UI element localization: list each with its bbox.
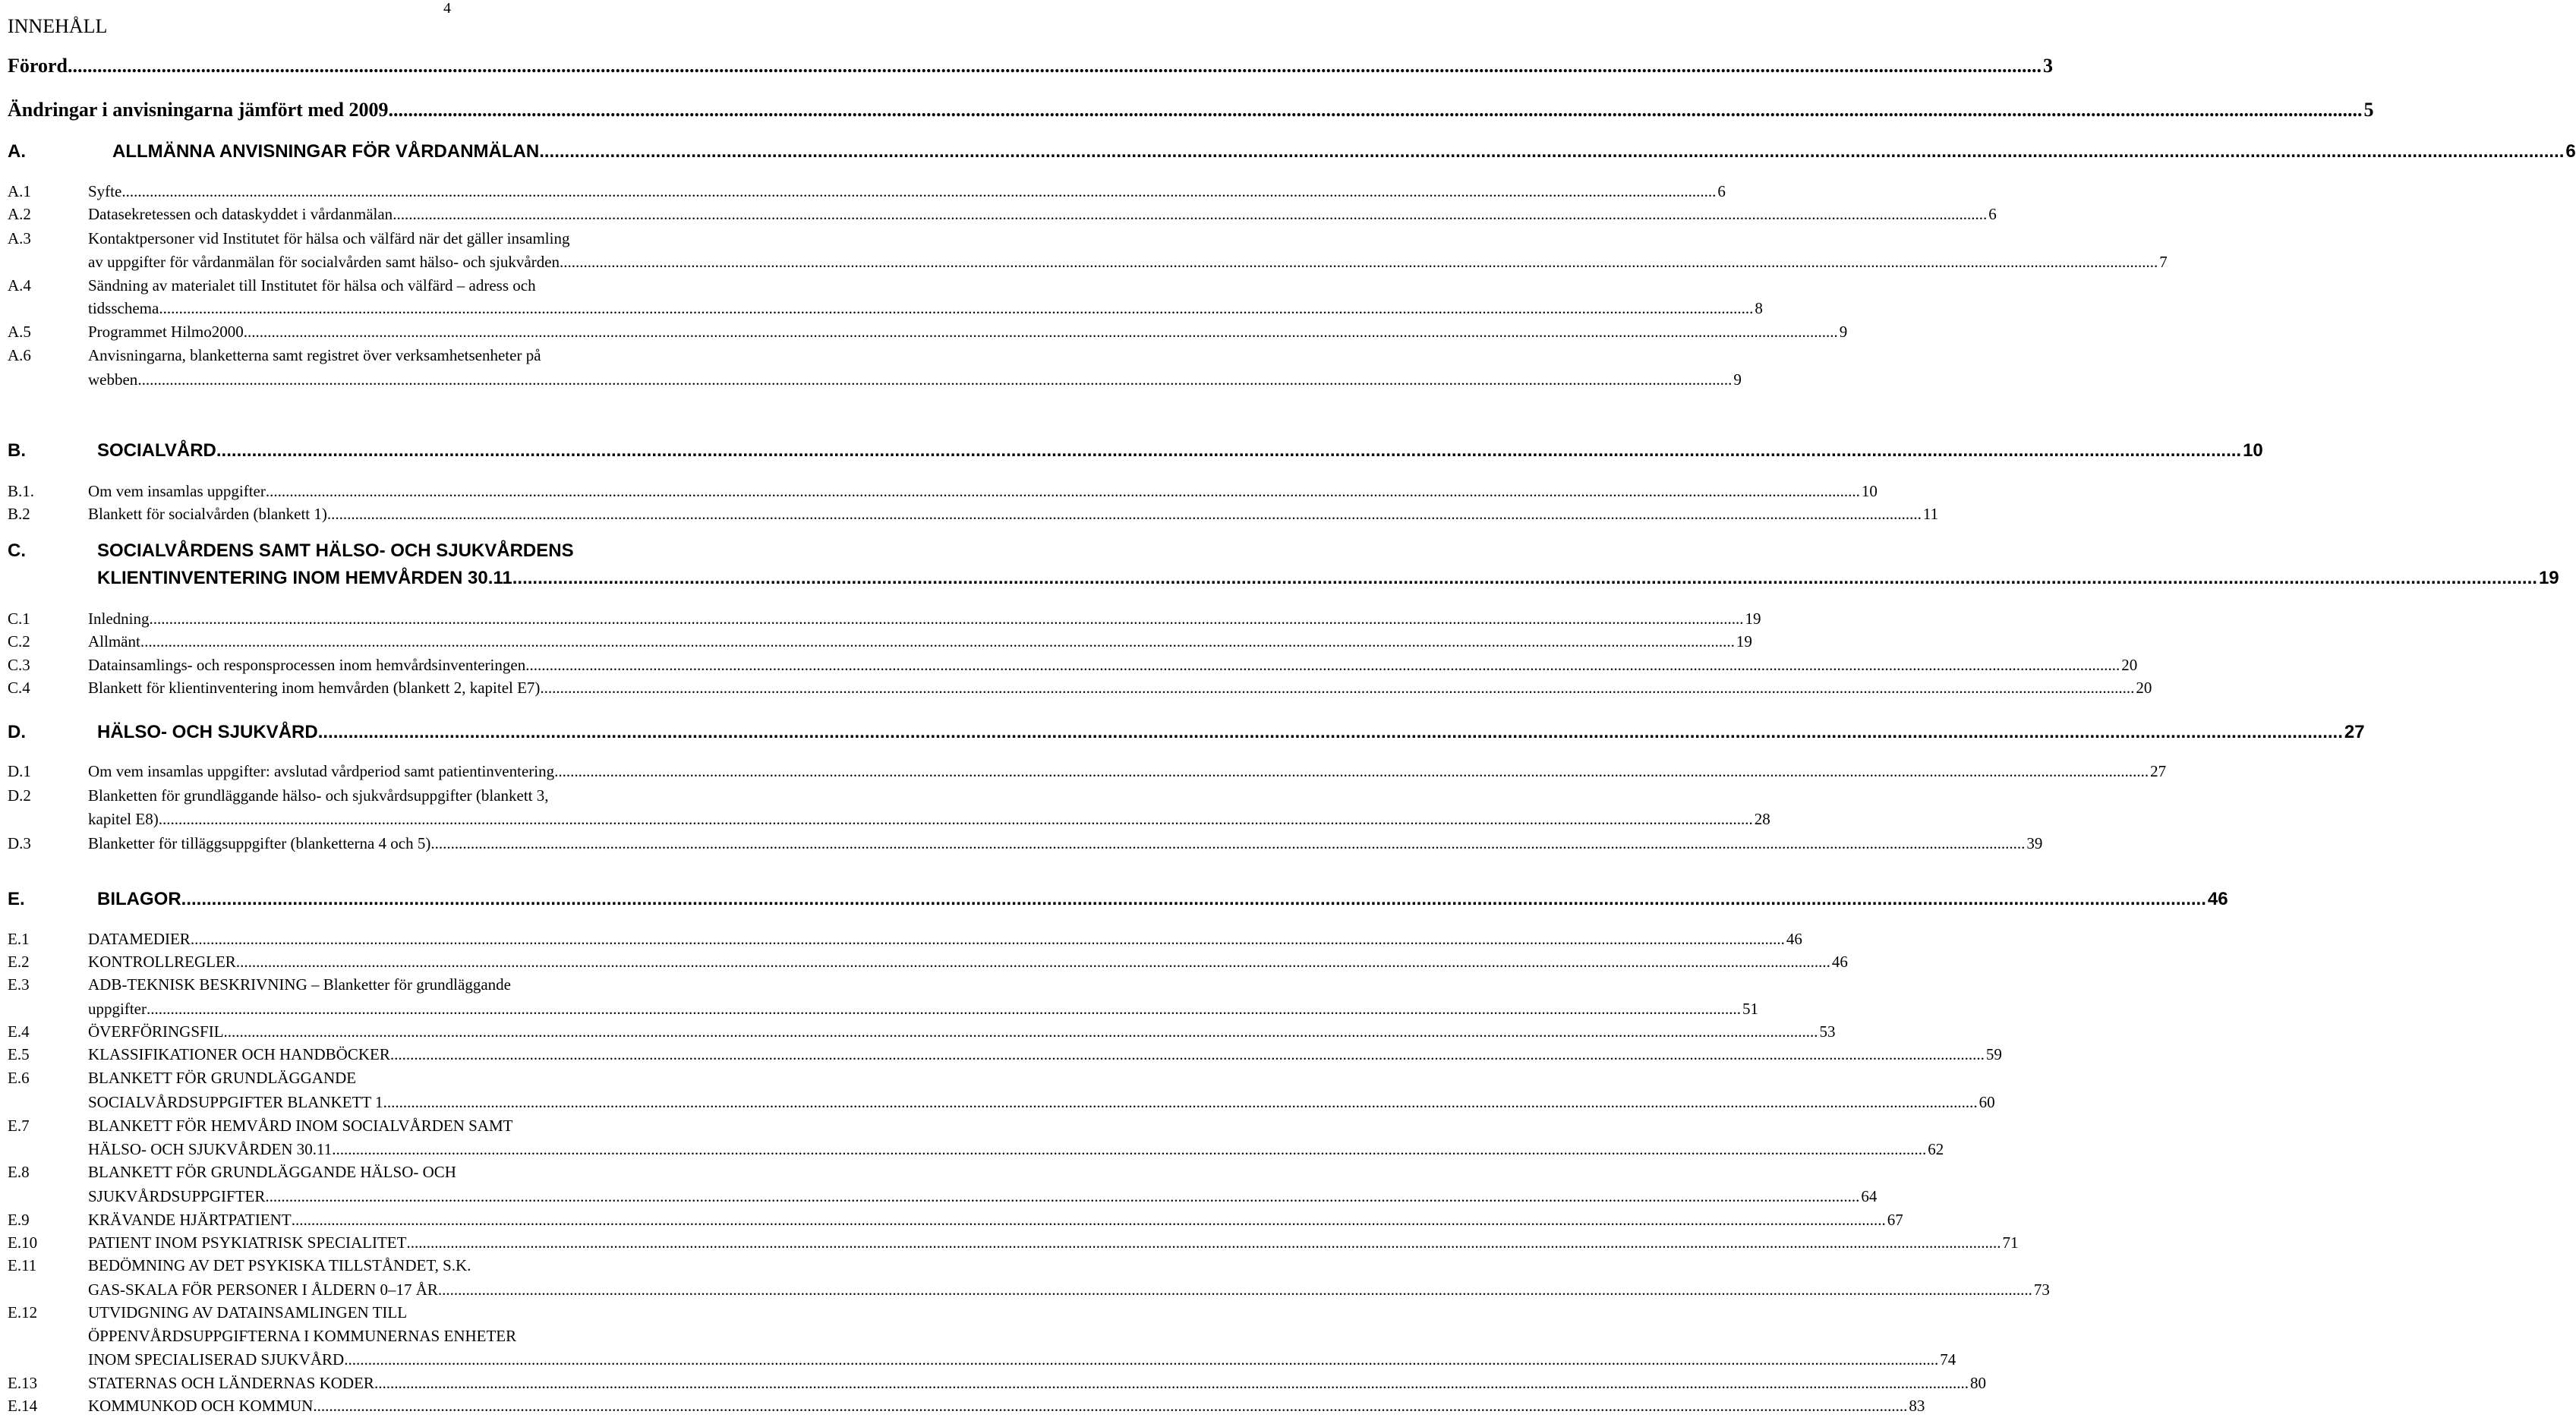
toc-entry-body — [88, 276, 720, 295]
toc-leader-dots: ................................................................................................................................................................................................................................................................................................................................................................................................................ — [326, 505, 1922, 523]
toc-entry-body — [88, 253, 2168, 272]
toc-label: E. — [8, 889, 25, 909]
toc-entry-body — [88, 1303, 720, 1322]
toc-item — [0, 834, 2043, 865]
toc-leader-dots: ................................................................................................................................................................................................................................................................................................................................................................................................................ — [235, 953, 1830, 971]
toc-leader-dots: ................................................................................................................................................................................................................................................................................................................................................................................................................ — [158, 810, 1753, 828]
toc-page-number: 20 — [2136, 679, 2152, 697]
toc-title: SOCIALVÅRDENS SAMT HÄLSO- OCH SJUKVÅRDENS — [97, 540, 574, 561]
toc-leader-dots: ................................................................................................................................................................................................................................................................................................................................................................................................................ — [121, 182, 1717, 200]
toc-entry-body — [97, 889, 2228, 910]
toc-page-number: 19 — [1736, 632, 1752, 650]
toc-leader-dots: ................................................................................................................................................................................................................................................................................................................................................................................................................ — [216, 440, 2242, 461]
toc-leader-dots: ................................................................................................................................................................................................................................................................................................................................................................................................................ — [190, 930, 1785, 948]
toc-leader-dots: ................................................................................................................................................................................................................................................................................................................................................................................................................ — [265, 1187, 1860, 1205]
toc-page-number: 73 — [2033, 1281, 2050, 1299]
toc-entry-body — [88, 1093, 1995, 1112]
toc-title: Datainsamlings- och responsprocessen inom hemvårdsinventeringen — [88, 656, 526, 674]
toc-title: KRÄVANDE HJÄRTPATIENT — [88, 1211, 292, 1229]
toc-leader-dots: ................................................................................................................................................................................................................................................................................................................................................................................................................ — [291, 1211, 1886, 1229]
toc-label: A.2 — [8, 205, 31, 223]
toc-leader-dots: ................................................................................................................................................................................................................................................................................................................................................................................................................ — [243, 323, 1838, 341]
toc-title: SJUKVÅRDSUPPGIFTER — [88, 1187, 266, 1205]
toc-leader-dots: ................................................................................................................................................................................................................................................................................................................................................................................................................ — [149, 610, 1744, 628]
toc-label: A.6 — [8, 346, 31, 364]
toc-label: B.1. — [8, 482, 35, 500]
toc-label: E.6 — [8, 1069, 30, 1087]
toc-label: B.2 — [8, 505, 30, 523]
toc-title: BLANKETT FÖR GRUNDLÄGGANDE — [88, 1069, 357, 1087]
toc-leader-dots: ................................................................................................................................................................................................................................................................................................................................................................................................................ — [554, 762, 2149, 780]
toc-label: A.5 — [8, 323, 31, 341]
toc-page-number: 8 — [1755, 299, 1763, 317]
page-number: 4 — [443, 0, 451, 17]
toc-title: ÖPPENVÅRDSUPPGIFTERNA I KOMMUNERNAS ENHETER — [88, 1327, 517, 1345]
toc-entry-body — [88, 1140, 1944, 1159]
toc-item — [0, 505, 1939, 535]
toc-leader-dots: ................................................................................................................................................................................................................................................................................................................................................................................................................ — [540, 679, 2135, 697]
toc-page-number: 46 — [1786, 930, 1802, 948]
toc-title: ALLMÄNNA ANVISNINGAR FÖR VÅRDANMÄLAN — [112, 141, 540, 162]
toc-label: C.3 — [8, 656, 30, 674]
toc-title: Datasekretessen och dataskyddet i vårdanmälan — [88, 205, 393, 223]
toc-leader-dots: ................................................................................................................................................................................................................................................................................................................................................................................................................ — [393, 205, 1988, 223]
toc-page-number: 62 — [1928, 1140, 1944, 1158]
toc-leader-dots: ................................................................................................................................................................................................................................................................................................................................................................................................................ — [374, 1374, 1969, 1392]
toc-entry-body — [88, 786, 720, 805]
toc-leader-dots: ................................................................................................................................................................................................................................................................................................................................................................................................................ — [137, 370, 1733, 389]
toc-label: E.12 — [8, 1303, 38, 1321]
toc-title: Ändringar i anvisningarna jämfört med 2009 — [8, 99, 389, 121]
toc-title: Inledning — [88, 610, 150, 628]
toc-title: Blankett för socialvården (blankett 1) — [88, 505, 327, 523]
toc-page-number: 83 — [1909, 1397, 1925, 1415]
toc-page-number: 74 — [1940, 1350, 1956, 1369]
toc-label: E.9 — [8, 1211, 30, 1229]
toc-title: Sändning av materialet till Institutet för hälsa och välfärd – adress och — [88, 276, 536, 295]
toc-entry-body — [88, 205, 1997, 224]
toc-leader-dots: ................................................................................................................................................................................................................................................................................................................................................................................................................ — [430, 834, 2026, 852]
toc-top-entry — [0, 99, 2374, 129]
toc-entry-body — [88, 229, 720, 248]
toc-page-number: 46 — [2207, 889, 2228, 909]
toc-title: SOCIALVÅRDSUPPGIFTER BLANKETT 1 — [88, 1093, 383, 1111]
toc-title: ADB-TEKNISK BESKRIVNING – Blanketter för grundläggande — [88, 975, 511, 994]
toc-entry-body — [88, 1256, 720, 1275]
toc-entry-body — [97, 722, 2365, 743]
toc-entry-body — [88, 1022, 1836, 1041]
toc-page-number: 6 — [1717, 182, 1726, 200]
toc-title: UTVIDGNING AV DATAINSAMLINGEN TILL — [88, 1303, 408, 1321]
toc-label: A.1 — [8, 182, 31, 200]
toc-page-number: 3 — [2042, 55, 2053, 77]
toc-entry-body — [88, 299, 1763, 318]
toc-entry-body — [88, 975, 720, 994]
toc-title: INOM SPECIALISERAD SJUKVÅRD — [88, 1350, 345, 1369]
toc-title: Förord — [8, 55, 68, 77]
toc-page-number: 6 — [2565, 141, 2576, 162]
toc-leader-dots: ................................................................................................................................................................................................................................................................................................................................................................................................................ — [563, 253, 2158, 271]
toc-entry-body — [8, 55, 2053, 77]
toc-entry-body — [88, 505, 1939, 524]
toc-title: STATERNAS OCH LÄNDERNAS KODER — [88, 1374, 374, 1392]
toc-title: Anvisningarna, blanketterna samt registret över verksamhetsenheter på — [88, 346, 541, 364]
toc-title: webben — [88, 370, 138, 389]
toc-page-number: 11 — [1922, 505, 1939, 523]
toc-entry-body — [88, 679, 2152, 698]
toc-page-number: 7 — [2159, 253, 2168, 271]
toc-section-heading — [0, 440, 2263, 471]
toc-entry-body — [88, 1045, 2002, 1064]
toc-leader-dots: ................................................................................................................................................................................................................................................................................................................................................................................................................ — [389, 1045, 1985, 1063]
toc-page-number: 27 — [2150, 762, 2167, 780]
toc-entry-body — [88, 370, 1742, 389]
toc-title: BLANKETT FÖR GRUNDLÄGGANDE HÄLSO- OCH — [88, 1163, 456, 1181]
toc-page-number: 51 — [1742, 1000, 1758, 1018]
toc-leader-dots: ................................................................................................................................................................................................................................................................................................................................................................................................................ — [67, 55, 2042, 77]
toc-entry-body — [88, 656, 2138, 675]
toc-leader-dots: ................................................................................................................................................................................................................................................................................................................................................................................................................ — [344, 1350, 1939, 1369]
toc-title: Blanketter för tilläggsuppgifter (blanketterna 4 och 5) — [88, 834, 431, 852]
toc-leader-dots: ................................................................................................................................................................................................................................................................................................................................................................................................................ — [265, 482, 1860, 500]
toc-title: Allmänt — [88, 632, 140, 650]
toc-label: C. — [8, 540, 26, 561]
toc-title: Blanketten för grundläggande hälso- och sjukvårdsuppgifter (blankett 3, — [88, 786, 549, 805]
toc-leader-dots: ................................................................................................................................................................................................................................................................................................................................................................................................................ — [223, 1022, 1818, 1041]
toc-entry-body — [112, 141, 2576, 162]
toc-title: SOCIALVÅRD — [97, 440, 216, 461]
toc-label: E.13 — [8, 1374, 38, 1392]
toc-label: A.4 — [8, 276, 31, 295]
toc-page-number: 9 — [1733, 370, 1742, 389]
toc-page-number: 64 — [1861, 1187, 1878, 1205]
toc-title: Blankett för klientinventering inom hemvården (blankett 2, kapitel E7) — [88, 679, 541, 697]
toc-title: Kontaktpersoner vid Institutet för hälsa och välfärd när det gäller insamling — [88, 229, 570, 247]
toc-title: BLANKETT FÖR HEMVÅRD INOM SOCIALVÅRDEN SAMT — [88, 1117, 513, 1135]
toc-title: tidsschema — [88, 299, 159, 317]
toc-entry-body — [88, 1211, 1903, 1230]
toc-entry-body — [88, 182, 1726, 201]
toc-entry-body — [88, 610, 1761, 628]
toc-page-number: 27 — [2344, 722, 2365, 742]
toc-label: E.14 — [8, 1397, 38, 1415]
toc-page-number: 10 — [2243, 440, 2263, 461]
toc-page-number: 6 — [1988, 205, 1997, 223]
toc-leader-dots: ................................................................................................................................................................................................................................................................................................................................................................................................................ — [313, 1397, 1908, 1415]
toc-item — [0, 1397, 1925, 1427]
toc-leader-dots: ................................................................................................................................................................................................................................................................................................................................................................................................................ — [512, 568, 2537, 588]
toc-label: D.2 — [8, 786, 31, 805]
toc-entry-body — [88, 1117, 720, 1136]
toc-leader-dots: ................................................................................................................................................................................................................................................................................................................................................................................................................ — [406, 1233, 2001, 1252]
toc-leader-dots: ................................................................................................................................................................................................................................................................................................................................................................................................................ — [437, 1281, 2032, 1299]
toc-entry-body — [88, 953, 1848, 972]
toc-entry-body — [88, 1000, 1758, 1019]
toc-section-heading — [0, 722, 2365, 752]
toc-entry-body — [88, 632, 1752, 651]
toc-page-number: 80 — [1969, 1374, 1986, 1392]
toc-title: KLASSIFIKATIONER OCH HANDBÖCKER — [88, 1045, 390, 1063]
toc-leader-dots: ................................................................................................................................................................................................................................................................................................................................................................................................................ — [146, 1000, 1741, 1018]
toc-title: av uppgifter för vårdanmälan för socialvården samt hälso- och sjukvården. — [88, 253, 564, 271]
toc-label: E.2 — [8, 953, 30, 971]
toc-entry-body — [88, 1281, 2050, 1299]
toc-entry-body — [97, 568, 2559, 589]
toc-leader-dots: ................................................................................................................................................................................................................................................................................................................................................................................................................ — [388, 99, 2363, 121]
toc-label: D.3 — [8, 834, 31, 852]
toc-entry-body — [88, 1069, 720, 1088]
toc-entry-body — [88, 930, 1802, 949]
toc-title: kapitel E8) — [88, 810, 159, 828]
toc-entry-body — [88, 346, 720, 365]
toc-entry-body — [88, 1233, 2019, 1252]
toc-title: KOMMUNKOD OCH KOMMUN — [88, 1397, 314, 1415]
toc-leader-dots: ................................................................................................................................................................................................................................................................................................................................................................................................................ — [332, 1140, 1927, 1158]
toc-label: A. — [8, 141, 26, 162]
toc-page-number: 19 — [1745, 610, 1761, 628]
toc-page-number: 39 — [2026, 834, 2043, 852]
toc-entry-body — [88, 323, 1848, 342]
toc-entry-body — [88, 1397, 1925, 1416]
toc-item — [0, 679, 2152, 709]
toc-leader-dots: ................................................................................................................................................................................................................................................................................................................................................................................................................ — [525, 656, 2120, 674]
toc-page-number: 10 — [1861, 482, 1878, 500]
toc-leader-dots: ................................................................................................................................................................................................................................................................................................................................................................................................................ — [181, 889, 2206, 909]
toc-leader-dots: ................................................................................................................................................................................................................................................................................................................................................................................................................ — [159, 299, 1754, 317]
toc-top-entry — [0, 55, 2053, 85]
toc-title: uppgifter — [88, 1000, 147, 1018]
toc-page-number: 71 — [2002, 1233, 2019, 1252]
toc-title: HÄLSO- OCH SJUKVÅRD — [97, 722, 318, 742]
toc-page-number: 9 — [1839, 323, 1848, 341]
toc-page-number: 20 — [2121, 656, 2138, 674]
toc-entry-body — [88, 1350, 1956, 1369]
toc-entry-body — [88, 482, 1878, 501]
toc-label: C.1 — [8, 610, 30, 628]
toc-entry-body — [97, 540, 720, 562]
toc-page-number: 46 — [1831, 953, 1848, 971]
toc-entry-body — [88, 1163, 720, 1182]
toc-section-heading — [0, 568, 2559, 598]
toc-entry-body — [97, 440, 2263, 461]
toc-title: KONTROLLREGLER — [88, 953, 236, 971]
toc-label: E.3 — [8, 975, 30, 994]
toc-entry-body — [88, 1187, 1878, 1206]
toc-label: E.8 — [8, 1163, 30, 1181]
toc-item — [0, 370, 1742, 401]
toc-entry-body — [88, 810, 1770, 829]
toc-label: C.2 — [8, 632, 30, 650]
toc-label: E.1 — [8, 930, 30, 948]
toc-title: GAS-SKALA FÖR PERSONER I ÅLDERN 0–17 ÅR — [88, 1281, 438, 1299]
toc-title: DATAMEDIER — [88, 930, 191, 948]
toc-leader-dots: ................................................................................................................................................................................................................................................................................................................................................................................................................ — [539, 141, 2565, 162]
toc-section-heading — [0, 889, 2228, 919]
toc-label: E.11 — [8, 1256, 37, 1274]
toc-label: A.3 — [8, 229, 31, 247]
toc-label: E.4 — [8, 1022, 30, 1041]
toc-title: Programmet Hilmo2000 — [88, 323, 244, 341]
toc-page-number: 28 — [1754, 810, 1770, 828]
toc-section-heading — [0, 141, 2576, 172]
toc-entry-body — [88, 762, 2167, 781]
toc-page-number: 67 — [1887, 1211, 1903, 1229]
toc-title: Om vem insamlas uppgifter — [88, 482, 266, 500]
toc-title: ÖVERFÖRINGSFIL — [88, 1022, 224, 1041]
toc-page-number: 59 — [1985, 1045, 2002, 1063]
toc-entry-body — [88, 1374, 1986, 1393]
toc-label: D. — [8, 722, 26, 742]
toc-leader-dots: ................................................................................................................................................................................................................................................................................................................................................................................................................ — [317, 722, 2343, 742]
toc-page-number: 19 — [2538, 568, 2559, 588]
toc-title: BEDÖMNING AV DET PSYKISKA TILLSTÅNDET, S.K. — [88, 1256, 471, 1274]
toc-page-number: 60 — [1979, 1093, 1995, 1111]
toc-entry-body — [88, 834, 2043, 853]
toc-label: D.1 — [8, 762, 31, 780]
toc-title: BILAGOR — [97, 889, 181, 909]
toc-title: Om vem insamlas uppgifter: avslutad vårdperiod samt patientinventering — [88, 762, 555, 780]
toc-title: HÄLSO- OCH SJUKVÅRDEN 30.11 — [88, 1140, 333, 1158]
toc-label: E.10 — [8, 1233, 38, 1252]
toc-section-heading — [0, 540, 720, 571]
toc-page-number: 53 — [1819, 1022, 1836, 1041]
toc-label: C.4 — [8, 679, 30, 697]
toc-heading: INNEHÅLL — [8, 15, 108, 37]
toc-label: B. — [8, 440, 26, 461]
toc-page-number: 5 — [2363, 99, 2374, 121]
toc-leader-dots: ................................................................................................................................................................................................................................................................................................................................................................................................................ — [140, 632, 1735, 650]
toc-label: E.7 — [8, 1117, 30, 1135]
toc-title: KLIENTINVENTERING INOM HEMVÅRDEN 30.11 — [97, 568, 512, 588]
toc-label: E.5 — [8, 1045, 30, 1063]
toc-entry-body — [8, 99, 2374, 121]
toc-title: Syfte — [88, 182, 122, 200]
toc-entry-body — [88, 1327, 720, 1346]
toc-title: PATIENT INOM PSYKIATRISK SPECIALITET — [88, 1233, 407, 1252]
toc-leader-dots: ................................................................................................................................................................................................................................................................................................................................................................................................................ — [383, 1093, 1978, 1111]
